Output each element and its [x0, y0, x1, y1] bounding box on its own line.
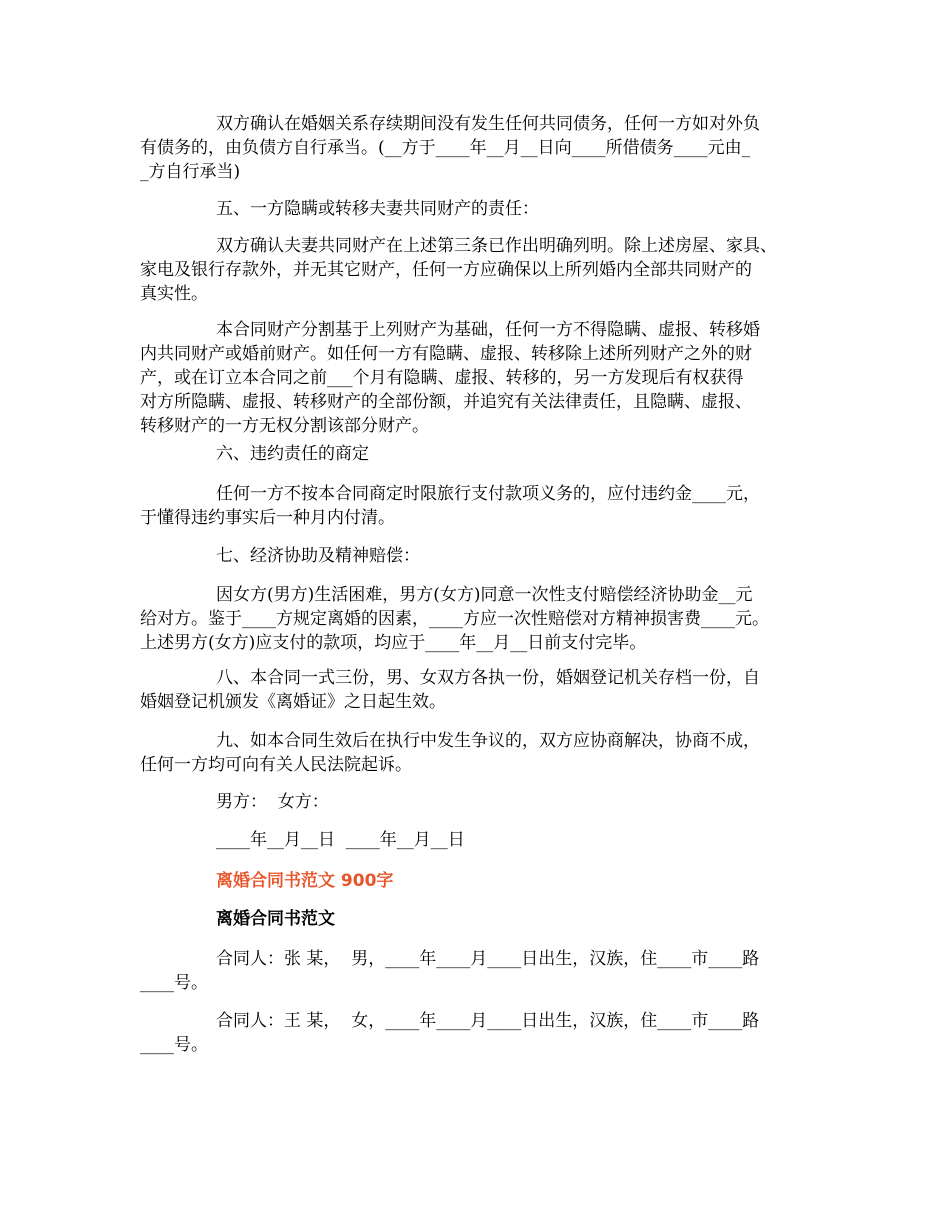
section-title-text: 七、经济协助及精神赔偿： — [216, 546, 420, 566]
text-line: 因女方(男方)生活困难，男方(女方)同意一次性支付赔偿经济协助金__元 — [216, 585, 753, 605]
text-line: 内共同财产或婚前财产。如任何一方有隐瞒、虚报、转移除上述所列财产之外的财 — [140, 344, 752, 364]
text-line: 家电及银行存款外，并无其它财产，任何一方应确保以上所列婚内全部共同财产的 — [140, 260, 752, 280]
signature-text: 男方： 女方： — [216, 792, 329, 812]
text-line: 于懂得违约事实后一种月内付清。 — [140, 508, 395, 528]
text-line: 产，或在订立本合同之前___个月有隐瞒、虚报、转移的，另一方发现后有权获得 — [140, 368, 744, 388]
paragraph-breach — [140, 482, 816, 530]
text-line: 八、本合同一式三份，男、女双方各执一份，婚姻登记机关存档一份，自 — [216, 668, 760, 688]
paragraph-disputes — [140, 729, 816, 777]
party-one-paragraph — [140, 947, 816, 995]
paragraph-property-confirm — [140, 234, 816, 306]
text-line: 转移财产的一方无权分割该部分财产。 — [140, 416, 429, 436]
text-line: 上述男方(女方)应支付的款项，均应于____年__月__日前支付完毕。 — [140, 633, 647, 653]
section-title-text: 五、一方隐瞒或转移夫妻共同财产的责任： — [216, 199, 539, 219]
text-line: 本合同财产分割基于上列财产为基础，任何一方不得隐瞒、虚报、转移婚 — [216, 320, 760, 340]
text-line: 双方确认在婚姻关系存续期间没有发生任何共同债务，任何一方如对外负 — [216, 114, 760, 134]
text-line: 双方确认夫妻共同财产在上述第三条已作出明确列明。除上述房屋、家具、 — [216, 236, 777, 256]
section-six-title — [140, 442, 816, 466]
paragraph-copies — [140, 666, 816, 714]
text-line: 对方所隐瞒、虚报、转移财产的全部份额，并追究有关法律责任，且隐瞒、虚报、 — [140, 392, 752, 412]
text-line: 给对方。鉴于____方规定离婚的因素，____方应一次性赔偿对方精神损害费____元。 — [140, 609, 769, 629]
text-line: 婚姻登记机颁发《离婚证》之日起生效。 — [140, 692, 446, 712]
text-line: 任何一方均可向有关人民法院起诉。 — [140, 755, 412, 775]
text-line: ____号。 — [140, 973, 208, 993]
text-line: 合同人：张 某， 男，____年____月____日出生，汉族，住____市____路 — [216, 949, 760, 969]
signature-line — [140, 790, 816, 814]
section-title-text: 六、违约责任的商定 — [216, 444, 369, 464]
date-text: ____年__月__日 ____年__月__日 — [216, 830, 465, 850]
paragraph-property-division — [140, 318, 816, 438]
text-line: 任何一方不按本合同商定时限旅行支付款项义务的，应付违约金____元， — [216, 484, 760, 504]
text-line: _方自行承当) — [140, 162, 241, 182]
red-section-heading: 离婚合同书范文 900字 — [216, 871, 394, 891]
text-line: 真实性。 — [140, 284, 208, 304]
text-line: 九、如本合同生效后在执行中发生争议的，双方应协商解决，协商不成， — [216, 731, 760, 751]
paragraph-debts — [140, 112, 816, 184]
text-line: 有债务的，由负债方自行承当。(__方于____年__月__日向____所借债务____元由_ — [140, 138, 751, 158]
section-five-title — [140, 197, 816, 221]
section-seven-title — [140, 544, 816, 568]
document-title: 离婚合同书范文 — [216, 909, 335, 929]
paragraph-compensation — [140, 583, 816, 655]
text-line: ____号。 — [140, 1035, 208, 1055]
date-line — [140, 828, 816, 852]
text-line: 合同人：王 某， 女，____年____月____日出生，汉族，住____市____路 — [216, 1011, 760, 1031]
party-two-paragraph — [140, 1009, 816, 1057]
